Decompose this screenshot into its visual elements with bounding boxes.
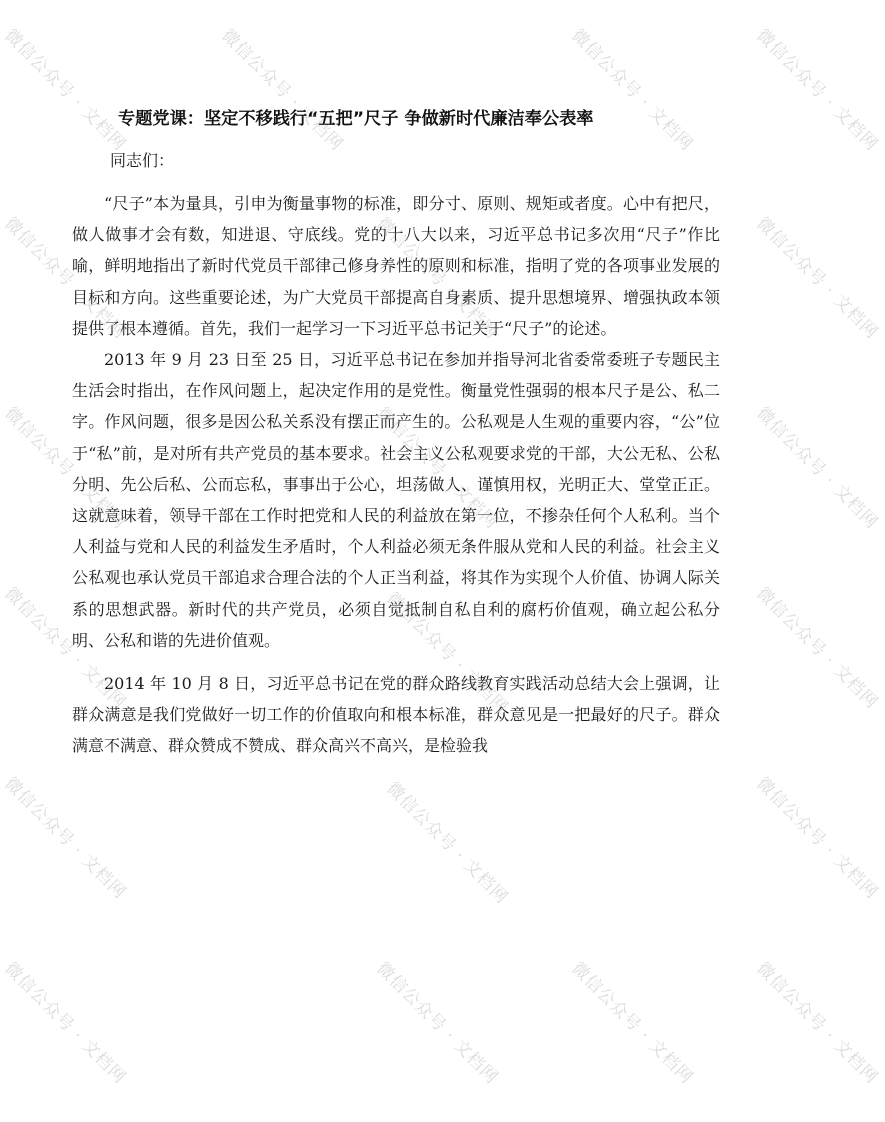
watermark: 微信公众号 · 文档网 xyxy=(382,778,512,909)
watermark: 微信公众号 · 文档网 xyxy=(567,25,697,156)
watermark: 微信公众号 · 文档网 xyxy=(372,213,502,344)
paragraph-2: 2013 年 9 月 23 日至 25 日，习近平总书记在参加并指导河北省委常委班子专题民主生活会时指出，在作风问题上，起决定作用的是党性。衡量党性强弱的根本尺子是公、私二字。作风问题，很多是因公私关系没有摆正而产生的。公私观是人生观的重要内容，“公”位于“私”前，是对所有共产党员的基本要求。社会主义公私观要求党的干部，大公无私、公私分明、先公后私、公而忘私，事事出于公心，坦荡做人、谨慎用权，光明正大、堂堂正正。这就意味着，领导干部在工作时把党和人民的利益放在第一位，不掺杂任何个人私利。当个人利益与党和人民的利益发生矛盾时，个人利益必须无条件服从党和人民的利益。社会主义公私观也承认党员干部追求合理合法的个人正当利益，将其作为实现个人价值、协调人际关系的思想武器。新时代的共产党员，必须自觉抵制自私自利的腐朽价值观，确立起公私分明、公私和谐的先进价值观。 xyxy=(72,350,720,650)
watermark: 微信公众号 · 文档网 xyxy=(0,403,130,534)
watermark: 微信公众号 · 文档网 xyxy=(752,773,882,904)
watermark: 微信公众号 · 文档网 xyxy=(372,958,502,1089)
watermark: 微信公众号 · 文档网 xyxy=(0,583,130,714)
watermark: 微信公众号 · 文档网 xyxy=(0,25,130,156)
watermark: 微信公众号 · 文档网 xyxy=(752,213,882,344)
document-title: 专题党课：坚定不移践行“五把”尺子 争做新时代廉洁奉公表率 xyxy=(118,109,594,129)
watermark: 微信公众号 · 文档网 xyxy=(0,773,130,904)
watermark: 微信公众号 · 文档网 xyxy=(0,213,130,344)
watermark: 微信公众号 · 文档网 xyxy=(752,403,882,534)
watermark: 微信公众号 · 文档网 xyxy=(752,583,882,714)
paragraph-1: “尺子”本为量具，引申为衡量事物的标准，即分寸、原则、规矩或者度。心中有把尺，做人做事才会有数，知进退、守底线。党的十八大以来，习近平总书记多次用“尺子”作比喻，鲜明地指出了新时代党员干部律己修身养性的原则和标准，指明了党的各项事业发展的目标和方向。这些重要论述，为广大党员干部提高自身素质、提升思想境界、增强执政本领提供了根本遵循。首先，我们一起学习一下习近平总书记关于“尺子”的论述。 xyxy=(72,194,720,338)
watermark: 微信公众号 · 文档网 xyxy=(752,25,882,156)
watermark: 微信公众号 · 文档网 xyxy=(0,958,130,1089)
watermark: 微信公众号 · 文档网 xyxy=(752,958,882,1089)
paragraph-3: 2014 年 10 月 8 日，习近平总书记在党的群众路线教育实践活动总结大会上强调，让群众满意是我们党做好一切工作的价值取向和根本标准，群众意见是一把最好的尺子。群众满意不满意、群众赞成不赞成、群众高兴不高兴，是检验我 xyxy=(72,674,720,756)
salutation: 同志们： xyxy=(110,151,175,170)
watermark: 微信公众号 · 文档网 xyxy=(567,958,697,1089)
watermark: 微信公众号 · 文档网 xyxy=(217,25,347,156)
watermark: 微信公众号 · 文档网 xyxy=(382,588,512,719)
watermark: 微信公众号 · 文档网 xyxy=(372,403,502,534)
document-body xyxy=(72,188,720,762)
